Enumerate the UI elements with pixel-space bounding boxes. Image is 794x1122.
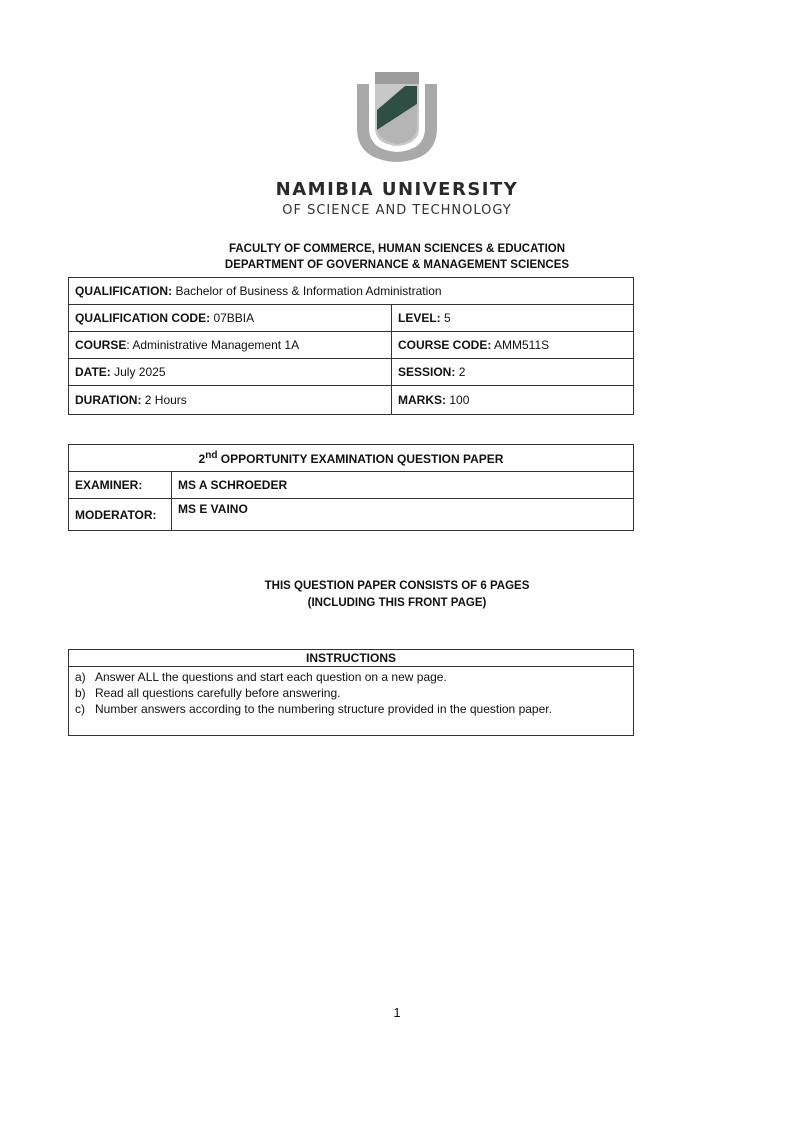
exam-heading-number: 2 <box>198 452 206 466</box>
page-count-line: THIS QUESTION PAPER CONSISTS OF 6 PAGES <box>264 580 530 592</box>
list-item <box>75 669 627 685</box>
university-logo <box>355 70 439 164</box>
faculty-name: FACULTY OF COMMERCE, HUMAN SCIENCES & EDUCATION <box>228 243 566 255</box>
faculty-heading <box>0 241 794 273</box>
university-subtitle: OF SCIENCE AND TECHNOLOGY <box>282 203 512 218</box>
table-row <box>69 278 634 305</box>
duration-cell <box>69 386 392 415</box>
instruction-text: Answer ALL the questions and start each question on a new page. <box>95 670 447 684</box>
examination-table <box>68 444 634 531</box>
session-cell <box>392 359 634 386</box>
duration-label: DURATION: <box>75 393 142 407</box>
level-value: 5 <box>444 311 451 325</box>
page-number: 1 <box>393 1005 401 1020</box>
instructions-table <box>68 649 634 736</box>
list-item <box>75 701 627 717</box>
list-item <box>75 685 627 701</box>
course-code-cell <box>392 332 634 359</box>
list-marker: b) <box>75 686 86 700</box>
table-row <box>69 332 634 359</box>
table-row <box>69 667 634 736</box>
marks-value: 100 <box>449 393 470 407</box>
marks-label: MARKS: <box>398 393 446 407</box>
instructions-heading: INSTRUCTIONS <box>69 650 634 667</box>
qualification-value: Bachelor of Business & Information Administration <box>175 284 442 298</box>
exam-heading-suffix: nd <box>205 450 218 461</box>
department-name: DEPARTMENT OF GOVERNANCE & MANAGEMENT SCIENCES <box>224 259 570 271</box>
shield-logo-icon <box>355 70 439 164</box>
session-label: SESSION: <box>398 365 456 379</box>
marks-cell <box>392 386 634 415</box>
moderator-label: MODERATOR: <box>69 499 172 531</box>
table-row <box>69 359 634 386</box>
instructions-body <box>69 667 634 736</box>
exam-heading <box>69 445 634 472</box>
table-row <box>69 650 634 667</box>
table-row <box>69 499 634 531</box>
date-label: DATE: <box>75 365 111 379</box>
university-name: NAMIBIA UNIVERSITY <box>275 179 519 200</box>
qualification-code-label: QUALIFICATION CODE: <box>75 311 211 325</box>
date-value: July 2025 <box>114 365 166 379</box>
examiner-label: EXAMINER: <box>69 472 172 499</box>
date-cell <box>69 359 392 386</box>
table-row <box>69 445 634 472</box>
page-count-notice <box>0 578 794 612</box>
level-cell <box>392 305 634 332</box>
front-page-note: (INCLUDING THIS FRONT PAGE) <box>307 597 487 609</box>
course-value: : Administrative Management 1A <box>126 338 300 352</box>
course-code-value: AMM511S <box>494 338 550 352</box>
moderator-value: MS E VAINO <box>172 499 634 531</box>
qualification-code-cell <box>69 305 392 332</box>
duration-value: 2 Hours <box>144 393 187 407</box>
table-row <box>69 472 634 499</box>
table-row <box>69 305 634 332</box>
list-marker: a) <box>75 670 86 684</box>
exam-heading-text: OPPORTUNITY EXAMINATION QUESTION PAPER <box>217 452 504 466</box>
list-marker: c) <box>75 702 85 716</box>
qualification-code-value: 07BBIA <box>213 311 255 325</box>
table-row <box>69 386 634 415</box>
level-label: LEVEL: <box>398 311 441 325</box>
qualification-cell <box>69 278 634 305</box>
instruction-text: Number answers according to the numbering structure provided in the question paper. <box>95 702 552 716</box>
qualification-table <box>68 277 634 415</box>
session-value: 2 <box>458 365 466 379</box>
qualification-label: QUALIFICATION: <box>75 284 173 298</box>
instruction-text: Read all questions carefully before answering. <box>95 686 341 700</box>
course-code-label: COURSE CODE: <box>398 338 492 352</box>
examiner-value: MS A SCHROEDER <box>172 472 634 499</box>
course-label: COURSE <box>75 338 127 352</box>
course-cell <box>69 332 392 359</box>
